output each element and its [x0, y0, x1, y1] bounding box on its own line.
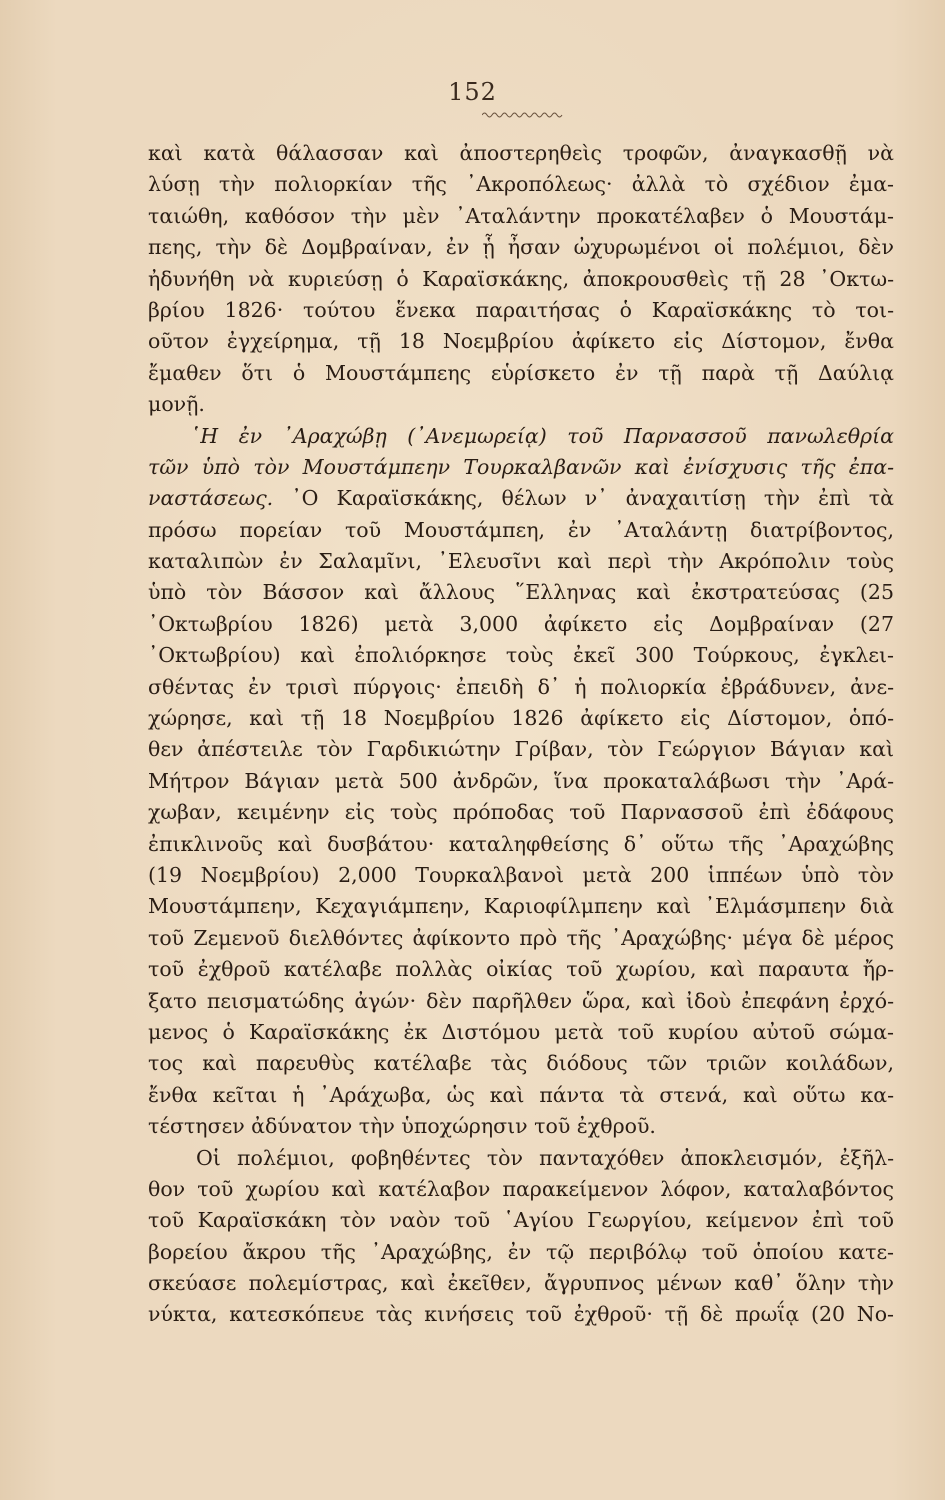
wavy-line-ornament	[482, 111, 564, 119]
text-line: (19 Νοεμβρίου) 2,000 Τουρκαλβανοὶ μετὰ 200 ἱππέων ὑπὸ τὸν	[148, 862, 894, 887]
text-line: ἐπικλινοῦς καὶ δυσβάτου· καταληφθείσης δ᾿ οὕτω τῆς ᾿Αραχώβης	[148, 831, 894, 856]
text-line: βορείου ἄκρου τῆς ᾿Αραχώβης, ἐν τῷ περιβόλῳ τοῦ ὁποίου κατε-	[148, 1239, 894, 1264]
text-line: λύσῃ τὴν πολιορκίαν τῆς ᾿Ακροπόλεως· ἀλλὰ τὸ σχέδιον ἐμα-	[148, 172, 894, 197]
text-line: θεν ἀπέστειλε τὸν Γαρδικιώτην Γρίβαν, τὸν Γεώργιον Βάγιαν καὶ	[148, 737, 894, 762]
text-line: καταλιπὼν ἐν Σαλαμῖνι, ᾿Ελευσῖνι καὶ περὶ τὴν Ακρόπολιν τοὺς	[148, 549, 894, 574]
section-heading-end: ναστάσεως.	[148, 486, 274, 511]
text-line: τοῦ Καραϊσκάκη τὸν ναὸν τοῦ ῾Αγίου Γεωργίου, κείμενον ἐπὶ τοῦ	[148, 1208, 894, 1233]
text-line: τοῦ ἐχθροῦ κατέλαβε πολλὰς οἰκίας τοῦ χωρίου, καὶ παραυτα ἤρ-	[148, 957, 894, 982]
text-line: τος καὶ παρευθὺς κατέλαβε τὰς διόδους τῶν τριῶν κοιλάδων,	[148, 1051, 894, 1076]
text-line: ἔμαθεν ὅτι ὁ Μουστάμπεης εὑρίσκετο ἐν τῇ παρὰ τῇ Δαύλιᾳ	[148, 360, 894, 385]
text-line: πεης, τὴν δὲ Δομβραίναν, ἐν ᾗ ἦσαν ὠχυρωμένοι οἱ πολέμιοι, δὲν	[148, 235, 894, 260]
text-line: νύκτα, κατεσκόπευε τὰς κινήσεις τοῦ ἐχθροῦ· τῇ δὲ πρωΐᾳ (20 Νο-	[148, 1302, 894, 1327]
text-line: ξατο πεισματώδης ἀγών· δὲν παρῆλθεν ὥρα, καὶ ἰδοὺ ἐπεφάνη ἐρχό-	[148, 988, 894, 1013]
text-line: μονῇ.	[148, 392, 205, 417]
text-line: ἠδυνήθη νὰ κυριεύσῃ ὁ Καραϊσκάκης, ἀποκρουσθεὶς τῇ 28 ᾿Οκτω-	[148, 266, 894, 291]
text-line: Μουστάμπεην, Κεχαγιάμπεην, Καριοφίλμπεην καὶ ᾿Ελμάσμπεην διὰ	[148, 894, 894, 919]
text-line: ὑπὸ τὸν Βάσσον καὶ ἄλλους ῞Ελληνας καὶ ἐκστρατεύσας (25	[148, 580, 894, 605]
text-line: μενος ὁ Καραϊσκάκης ἐκ Διστόμου μετὰ τοῦ κυρίου αὐτοῦ σώμα-	[148, 1019, 894, 1044]
text-body	[148, 138, 894, 1331]
text-line: καὶ κατὰ θάλασσαν καὶ ἀποστερηθεὶς τροφῶν, ἀναγκασθῇ νὰ	[148, 141, 894, 165]
text-line: ᾿Οκτωβρίου 1826) μετὰ 3,000 ἀφίκετο εἰς Δομβραίναν (27	[148, 611, 894, 636]
text-line: τοῦ Ζεμενοῦ διελθόντες ἀφίκοντο πρὸ τῆς ᾿Αραχώβης· μέγα δὲ μέρος	[148, 925, 894, 950]
text-line: οῦτον ἐγχείρημα, τῇ 18 Νοεμβρίου ἀφίκετο εἰς Δίστομον, ἔνθα	[148, 329, 894, 354]
text-line: πρόσω πορείαν τοῦ Μουστάμπεη, ἐν ᾿Αταλάντῃ διατρίβοντος,	[148, 517, 894, 542]
text-line: τέστησεν ἀδύνατον τὴν ὑποχώρησιν τοῦ ἐχθροῦ.	[148, 1114, 656, 1139]
text-line: βρίου 1826· τούτου ἕνεκα παραιτήσας ὁ Καραϊσκάκης τὸ τοι-	[148, 297, 894, 322]
section-heading-line: ῾Η ἐν ᾿Αραχώβῃ (᾿Ανεμωρείᾳ) τοῦ Παρνασσοῦ πανωλεθρία	[190, 423, 894, 448]
text-line: ᾿Οκτωβρίου) καὶ ἐπολιόρκησε τοὺς ἐκεῖ 300 Τούρκους, ἐγκλει-	[148, 643, 894, 668]
text-line: χωβαν, κειμένην εἰς τοὺς πρόποδας τοῦ Παρνασσοῦ ἐπὶ ἐδάφους	[148, 800, 894, 825]
text-line: χώρησε, καὶ τῇ 18 Νοεμβρίου 1826 ἀφίκετο εἰς Δίστομον, ὁπό-	[148, 706, 894, 731]
text-line: σθέντας ἐν τρισὶ πύργοις· ἐπειδὴ δ᾿ ἡ πολιορκία ἐβράδυνεν, ἀνε-	[148, 674, 894, 699]
text-line: θον τοῦ χωρίου καὶ κατέλαβον παρακείμενον λόφον, καταλαβόντος	[148, 1176, 894, 1201]
text-line: σκεύασε πολεμίστρας, καὶ ἐκεῖθεν, ἄγρυπνος μένων καθ᾿ ὅλην τὴν	[148, 1271, 894, 1296]
text-line	[148, 483, 894, 514]
text-line: Μήτρον Βάγιαν μετὰ 500 ἀνδρῶν, ἵνα προκαταλάβωσι τὴν ᾿Αρά-	[148, 768, 894, 793]
page-number: 152	[448, 78, 497, 106]
text-line: ταιώθη, καθόσον τὴν μὲν ᾿Αταλάντην προκατέλαβεν ὁ Μουστάμ-	[148, 203, 894, 228]
text-line: Οἱ πολέμιοι, φοβηθέντες τὸν πανταχόθεν ἀποκλεισμόν, ἐξῆλ-	[196, 1145, 894, 1170]
text-line: ἔνθα κεῖται ἡ ᾿Αράχωβα, ὡς καὶ πάντα τὰ στενά, καὶ οὕτω κα-	[148, 1082, 894, 1107]
text-run: ᾿Ο Καραϊσκάκης, θέλων ν᾿ ἀναχαιτίσῃ τὴν ἐπὶ τὰ	[273, 486, 894, 511]
section-heading-line: τῶν ὑπὸ τὸν Μουστάμπεην Τουρκαλβανῶν καὶ ἐνίσχυσις τῆς ἐπα-	[148, 454, 894, 479]
